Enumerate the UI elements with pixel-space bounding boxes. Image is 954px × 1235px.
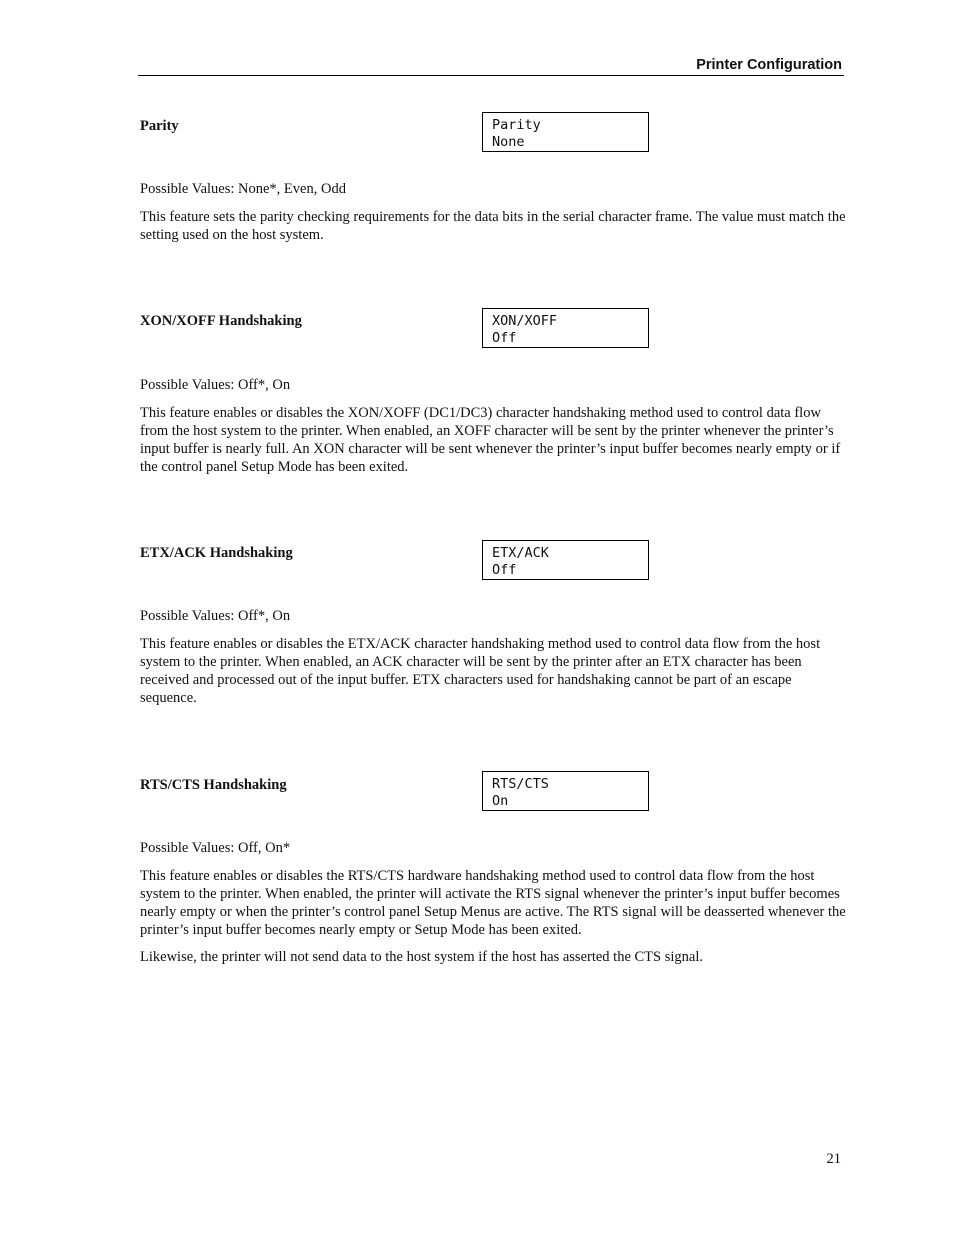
lcd-display-xon-xoff	[482, 308, 649, 348]
lcd-line-2: Off	[492, 330, 517, 346]
description-parity: This feature sets the parity checking requirements for the data bits in the serial character frame. The value must match the setting used on the host system.	[140, 209, 846, 243]
description-rts-cts: This feature enables or disables the RTS/CTS hardware handshaking method used to control data flow from the host system to the printer. When enabled, the printer will activate the RTS signal whenever the printer’s input buffer becomes nearly empty or when the printer’s control panel Setup Menus are active. The RTS signal will be deasserted whenever the printer’s input buffer becomes nearly empty or Setup Mode has been exited.	[140, 868, 846, 938]
lcd-display-parity	[482, 112, 649, 152]
section-title-etx-ack: ETX/ACK Handshaking	[140, 545, 293, 561]
possible-values-xon-xoff: Possible Values: Off*, On	[140, 377, 291, 393]
lcd-line-2: None	[492, 134, 525, 150]
possible-values-rts-cts: Possible Values: Off, On*	[140, 840, 291, 856]
section-title-rts-cts: RTS/CTS Handshaking	[140, 777, 287, 793]
possible-values-etx-ack: Possible Values: Off*, On	[140, 608, 291, 624]
description-etx-ack: This feature enables or disables the ETX/ACK character handshaking method used to control data flow from the host system to the printer. When enabled, an ACK character will be sent by the printer after an ETX character has been received and processed out of the input buffer. ETX characters used for handshaking cannot be part of an escape sequence.	[140, 636, 821, 706]
page-header-title: Printer Configuration	[696, 57, 842, 73]
lcd-line-2: On	[492, 793, 509, 809]
section-title-parity: Parity	[140, 118, 179, 134]
lcd-line-2: Off	[492, 562, 517, 578]
lcd-line-1: Parity	[492, 117, 541, 133]
page-number: 21	[826, 1151, 841, 1167]
section-title-xon-xoff: XON/XOFF Handshaking	[140, 313, 302, 329]
description-xon-xoff: This feature enables or disables the XON/XOFF (DC1/DC3) character handshaking method used to control data flow from the host system to the printer. When enabled, an XOFF character will be sent by the printer whenever the printer’s input buffer is nearly full. An XON character will be sent whenever the printer’s input buffer becomes nearly empty or if the control panel Setup Mode has been exited.	[140, 405, 841, 475]
header-divider	[138, 75, 844, 76]
lcd-line-1: RTS/CTS	[492, 776, 549, 792]
possible-values-parity: Possible Values: None*, Even, Odd	[140, 181, 346, 197]
lcd-line-1: ETX/ACK	[492, 545, 549, 561]
lcd-line-1: XON/XOFF	[492, 313, 558, 329]
lcd-display-rts-cts	[482, 771, 649, 811]
lcd-display-etx-ack	[482, 540, 649, 580]
description-rts-cts-cts-note: Likewise, the printer will not send data to the host system if the host has asserted the CTS signal.	[140, 949, 703, 965]
